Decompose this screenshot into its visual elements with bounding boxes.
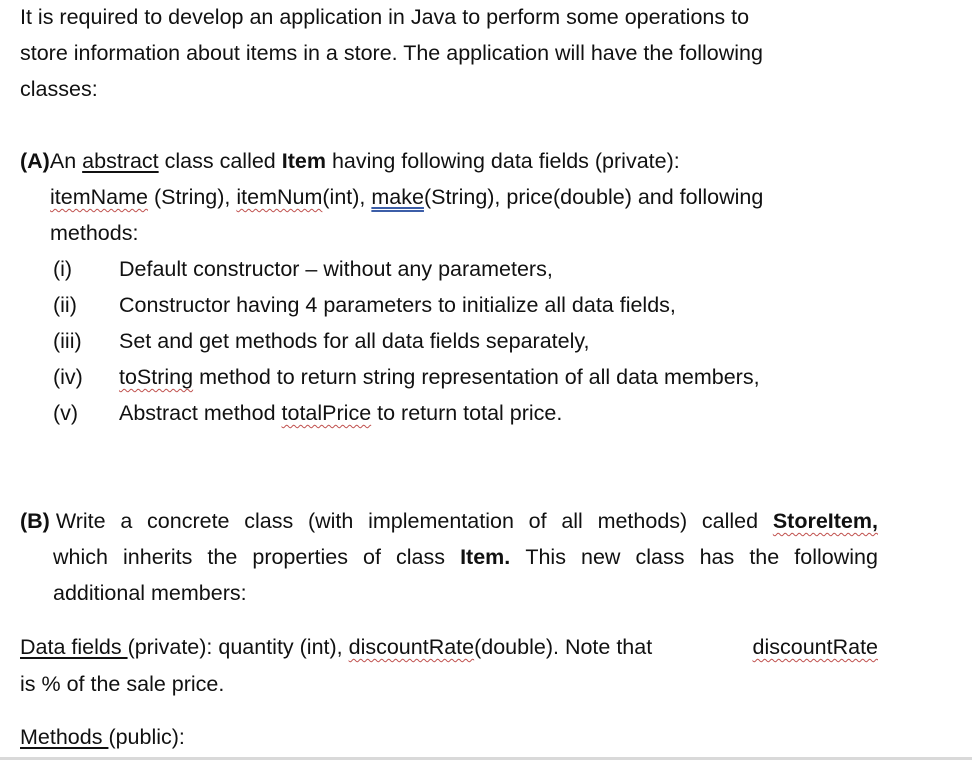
intro-line-3: classes:: [20, 77, 98, 101]
section-b-word: which: [53, 545, 108, 569]
section-b-word: methods): [597, 509, 688, 533]
list-item-4: [119, 364, 760, 390]
field-string-2: (String), price(double) and following: [423, 185, 764, 209]
section-b-item: Item.: [460, 545, 511, 569]
datafields-label: Data fields: [20, 635, 128, 659]
section-b-line-2: [53, 544, 878, 570]
intro-line-1: It is required to develop an application in Java to perform some operations to: [20, 5, 750, 29]
section-b-word: Write: [49, 509, 106, 533]
list-item-5-pre: Abstract method: [119, 401, 282, 425]
list-item-3: Set and get methods for all data fields separately,: [119, 329, 590, 353]
section-a-class-called: class called: [164, 149, 276, 173]
section-b-word: This: [525, 545, 566, 569]
section-b-word: class: [396, 545, 446, 569]
section-b-word: class: [244, 509, 294, 533]
section-b-line-3: additional members:: [53, 581, 247, 605]
datafields-line-1: [20, 634, 878, 660]
section-a-abstract: abstract: [82, 149, 159, 173]
section-b-word: new: [581, 545, 621, 569]
list-item-1: Default constructor – without any parameters,: [119, 257, 553, 281]
section-b-word: of: [528, 509, 547, 533]
section-b-label-and-first-word: [20, 508, 106, 534]
field-string-1: (String),: [147, 185, 237, 209]
methods-heading: [20, 724, 185, 750]
datafields-line-1-words: [20, 634, 878, 660]
section-b-line-2-words: [53, 544, 878, 570]
section-b-word: inherits: [123, 545, 193, 569]
section-b-storeitem: StoreItem,: [772, 509, 878, 533]
section-a-methods-label: methods:: [50, 221, 139, 245]
list-item-5: [119, 400, 562, 426]
section-b-word: all: [561, 509, 583, 533]
list-item-4-tostring: toString: [119, 365, 194, 389]
field-make: make: [371, 185, 424, 209]
section-b-word: (with: [307, 509, 354, 533]
section-a-heading: [20, 148, 680, 174]
list-item-4-text: method to return string representation of all data members,: [193, 365, 760, 389]
section-b-line-1: [20, 508, 878, 534]
datafields-rest-1: (private): quantity (int),: [127, 635, 349, 659]
section-b-word: of: [363, 545, 381, 569]
section-b-word: the: [207, 545, 238, 569]
section-a-item: Item: [281, 149, 326, 173]
section-b-word: the: [749, 545, 780, 569]
section-b-label: (B): [20, 509, 50, 533]
list-item-5-post: to return total price.: [371, 401, 563, 425]
datafields-line-2: is % of the sale price.: [20, 672, 225, 696]
list-num-2: (ii): [53, 293, 77, 317]
section-b-line-1-words: [20, 508, 878, 534]
section-b-word: class: [635, 545, 685, 569]
section-a-having: having following data fields (private):: [331, 149, 680, 173]
section-a-an: An: [49, 149, 77, 173]
list-num-5: (v): [53, 401, 79, 425]
section-b-word: implementation: [368, 509, 514, 533]
section-b-word: following: [794, 545, 878, 569]
field-int: (int),: [322, 185, 372, 209]
section-b-word: called: [701, 509, 759, 533]
section-b-word: concrete: [147, 509, 230, 533]
list-num-4: (iv): [53, 365, 83, 389]
section-b-word: has: [699, 545, 735, 569]
section-a-label: (A): [20, 149, 50, 173]
list-item-5-totalprice: totalPrice: [281, 401, 372, 425]
datafields-group-1: [20, 634, 652, 660]
field-itemname: itemName: [50, 185, 148, 209]
methods-rest: (public):: [108, 725, 185, 749]
list-item-2: Constructor having 4 parameters to initialize all data fields,: [119, 293, 676, 317]
list-num-3: (iii): [53, 329, 82, 353]
field-itemnum: itemNum: [236, 185, 323, 209]
list-num-1: (i): [53, 257, 73, 281]
methods-label: Methods: [20, 725, 109, 749]
section-b-word: properties: [252, 545, 348, 569]
datafields-discountrate-2: discountRate: [752, 635, 878, 659]
datafields-rest-2: (double). Note that: [474, 635, 653, 659]
section-a-fields-line: [50, 184, 763, 210]
section-b-word: a: [120, 509, 133, 533]
datafields-discountrate-1: discountRate: [348, 635, 475, 659]
intro-line-2: store information about items in a store. The application will have the following: [20, 41, 763, 65]
